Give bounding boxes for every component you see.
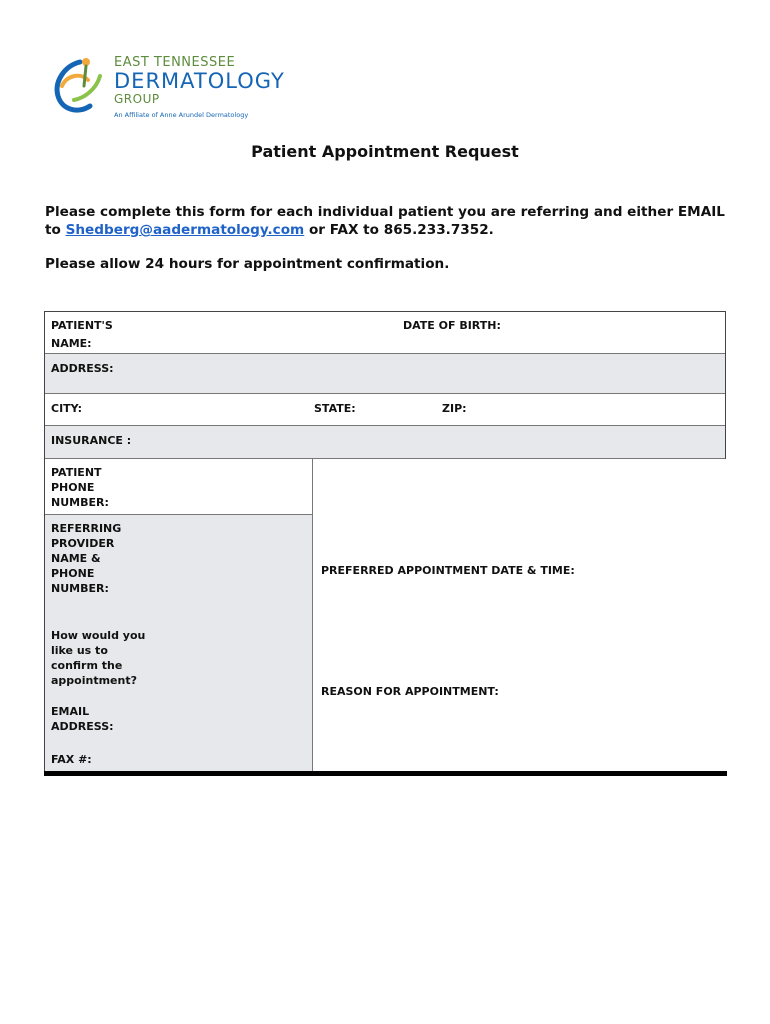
fax-label[interactable]: FAX #:: [51, 753, 92, 766]
insurance-row: [45, 426, 725, 459]
appointment-right-column: [313, 459, 726, 771]
email-address-label[interactable]: EMAIL ADDRESS:: [51, 705, 114, 733]
zip-label[interactable]: ZIP:: [442, 402, 467, 415]
patient-phone-box: [45, 459, 312, 515]
state-label[interactable]: STATE:: [314, 402, 356, 415]
address-label[interactable]: ADDRESS:: [51, 362, 114, 375]
reason-label[interactable]: REASON FOR APPOINTMENT:: [321, 685, 499, 698]
logo-tagline: An Affiliate of Anne Arundel Dermatology: [114, 111, 249, 119]
patient-phone-label[interactable]: PATIENT PHONE NUMBER:: [51, 466, 109, 509]
appointment-form: [44, 311, 726, 776]
confirm-method-question[interactable]: How would you like us to confirm the appointment?: [51, 629, 146, 687]
intro-paragraph: [45, 203, 735, 239]
city-label[interactable]: CITY:: [51, 402, 83, 415]
referring-provider-label[interactable]: REFERRING PROVIDER NAME & PHONE NUMBER:: [51, 522, 122, 595]
contact-left-column: [45, 459, 313, 771]
logo: [50, 52, 290, 130]
logo-line-group: GROUP: [114, 92, 160, 106]
name-dob-row: [45, 312, 725, 354]
form-bottom-rule: [44, 771, 727, 776]
city-state-zip-row: [45, 394, 725, 426]
logo-line-east-tennessee: EAST TENNESSEE: [114, 55, 236, 70]
confirmation-note: Please allow 24 hours for appointment confirmation.: [45, 256, 450, 272]
address-row: [45, 354, 725, 394]
page-title: Patient Appointment Request: [251, 142, 519, 161]
intro-text-after: or FAX to 865.233.7352.: [304, 222, 494, 238]
logo-mark-icon: [50, 56, 110, 118]
logo-text: [114, 56, 285, 120]
preferred-date-time-label[interactable]: PREFERRED APPOINTMENT DATE & TIME:: [321, 564, 575, 577]
insurance-label[interactable]: INSURANCE :: [51, 434, 132, 447]
intro-text-before: Please complete this form for each individual patient you are referring and either EMAIL to: [45, 204, 725, 238]
date-of-birth-label[interactable]: DATE OF BIRTH:: [403, 319, 501, 332]
logo-line-dermatology: DERMATOLOGY: [114, 69, 285, 93]
email-link[interactable]: Shedberg@aadermatology.com: [65, 222, 305, 238]
patient-name-label[interactable]: PATIENT'S NAME:: [51, 319, 113, 350]
